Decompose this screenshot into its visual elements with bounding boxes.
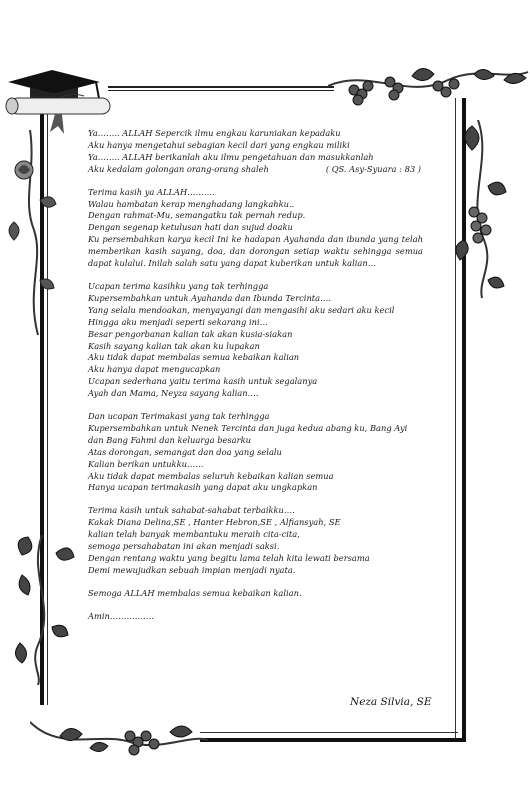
text-line: Ucapan terima kasihku yang tak terhingga [88,280,269,291]
text-line: Kupersembahkan untuk Ayahanda dan Ibunda Tercinta…. [88,292,332,303]
text-line: Ya…….. ALLAH Sepercik ilmu engkau karuniakan kepadaku [88,128,341,138]
text-line: Terima kasih untuk sahabat-sahabat terbaikku…. [88,505,295,516]
frame-top-line-thin [108,90,334,91]
leaf-icon [8,535,78,685]
stanza-thanks-allah [88,187,423,270]
text-line: Semoga ALLAH membalas semua kebaikan kalian. [88,587,302,598]
frame-bottom-line-thin [200,732,458,733]
quran-citation: ( QS. Asy-Syuara : 83 ) [325,163,421,174]
text-line: Kupersembahkan untuk Nenek Tercinta dan juga kedua abang ku, Bang Ayi [88,422,408,433]
frame-bottom-line [200,738,466,742]
text-line: Aku hanya mengetahui sebagian kecil dari yang engkau miliki [88,139,350,150]
text-line: Dan ucapan Terimakasi yang tak terhingga [88,411,270,422]
text-line: dan Bang Fahmi dan keluarga besarku [88,434,251,445]
author-signature: Neza Silvia, SE [350,696,432,708]
text-line: Kalian berikan untukku…… [88,458,204,469]
text-line [88,164,423,176]
text-line: Ya…….. ALLAH berikanlah aku ilmu pengetahuan dan masukkanlah [88,151,374,162]
stanza-friends [88,505,423,576]
text-line: Atas dorongan, semangat dan doa yang selalu [88,446,282,457]
text-line: Walau hambatan kerap menghadang langkahku.. [88,198,295,209]
text-paragraph: Ku persembahkan karya kecil Ini ke hadapan Ayahanda dan ibunda yang telah memberikan kasih sayang, doa, dan dorongan setiap waktu sehingga semua dapat kulalui. Inilah salah satu yang dapat kuberikan untuk kalian… [88,234,423,269]
text-line: Besar pengorbanan kalian tak akan kusia-siakan [88,328,293,339]
text-line: kalian telah banyak membantuku meraih cita-cita, [88,529,300,540]
text-line: Ayah dan Mama, Neyza sayang kalian…. [88,388,259,399]
text-line-main: Aku kedalam golongan orang-orang shaleh [88,163,269,174]
text-line: Dengan segenap ketulusan hati dan sujud doaku [88,222,293,233]
grape-vine-icon [328,60,530,108]
text-line: Amin……………. [88,610,154,621]
text-line: Hingga aku menjadi seperti sekarang ini… [88,316,268,327]
rose-icon [0,130,60,340]
grape-vine-icon [448,120,508,300]
text-line: Aku hanya dapat mengucapkan [88,364,221,375]
text-line: Yang selalu mendoakan, menyayangi dan mengasihi aku sedari aku kecil [88,304,395,315]
text-line: Demi mewujudkan sebuah impian menjadi nyata. [88,564,296,575]
text-line: Terima kasih ya ALLAH………. [88,186,215,197]
stanza-parents [88,281,423,400]
text-line: Ucapan sederhana yaitu terima kasih untuk segalanya [88,376,318,387]
text-line: Kakak Diana Delina,SE , Hanter Hebron,SE , Alfiansyah, SE [88,517,341,528]
stanza-amen [88,611,423,623]
text-line: Dengan rentang waktu yang begitu lama telah kita lewati bersama [88,553,370,563]
text-line: semoga persahabatan ini akan menjadi saksi. [88,541,280,552]
frame-top-line [108,86,334,88]
text-line: Dengan rahmat-Mu, semangatku tak pernah redup. [88,210,306,221]
stanza-blessing [88,588,423,600]
stanza-family [88,411,423,494]
text-line: Aku tidak dapat membalas seluruh kebaikan kalian semua [88,470,334,481]
text-line: Aku tidak dapat membalas semua kebaikan kalian [88,352,300,363]
text-line: Hanya ucapan terimakasih yang dapat aku ungkapkan [88,482,318,493]
grape-vine-icon [30,712,210,762]
stanza-prayer [88,128,423,176]
text-line: Kasih sayang kalian tak akan ku lupakan [88,340,260,351]
dedication-text [88,128,423,634]
